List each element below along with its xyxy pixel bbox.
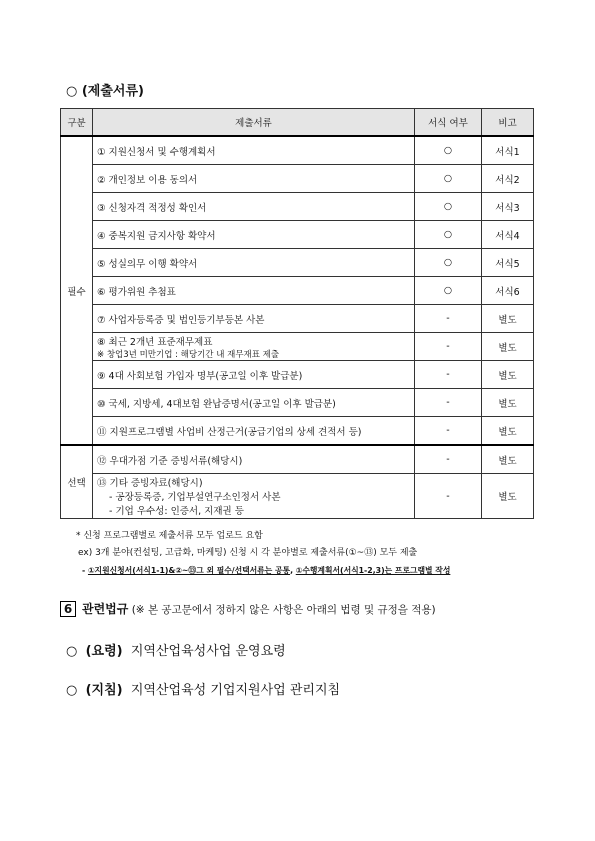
note-line-2: ex) 3개 분야(컨설팅, 고급화, 마케팅) 신청 시 각 분야별로 제출서류(①~⑬) 모두 제출 xyxy=(78,548,418,558)
submission-documents-table xyxy=(60,108,534,519)
note-program-docs: ①수행계획서(서식1-2,3)는 프로그램별 작성 xyxy=(295,566,451,575)
note-line-3-dash: - xyxy=(82,566,88,575)
document-cell: ① 지원신청서 및 수행계획서 xyxy=(93,136,415,165)
format-cell: - xyxy=(415,389,482,417)
table-row xyxy=(61,165,534,193)
note-line-3 xyxy=(72,562,450,579)
document-cell: ⑪ 지원프로그램별 사업비 산정근거(공급기업의 상세 견적서 등) xyxy=(93,417,415,446)
note-cell: 별도 xyxy=(482,389,534,417)
document-cell: ⑤ 성실의무 이행 확약서 xyxy=(93,249,415,277)
table-row xyxy=(61,474,534,519)
section-6-title: 관련법규 xyxy=(82,602,129,616)
format-cell: ○ xyxy=(415,249,482,277)
table-row xyxy=(61,136,534,165)
document-title: ⑬ 기타 증빙자료(해당시) xyxy=(97,478,203,489)
table-row xyxy=(61,305,534,333)
section-6-remark: (※ 본 공고문에서 정하지 않은 사항은 아래의 법령 및 규정을 적용) xyxy=(128,604,436,616)
format-cell: - xyxy=(415,333,482,361)
document-cell: ③ 신청자격 적정성 확인서 xyxy=(93,193,415,221)
law-item-text: 지역산업육성 기업지원사업 관리지침 xyxy=(130,683,341,698)
document-cell: ⑨ 4대 사회보험 가입자 명부(공고일 이후 발급분) xyxy=(93,361,415,389)
law-item-text: 지역산업육성사업 운영요령 xyxy=(130,644,286,659)
format-cell: - xyxy=(415,361,482,389)
table-row xyxy=(61,221,534,249)
note-common-docs: ①지원신청서(서식1-1)&②~⑬그 외 필수/선택서류는 공통 xyxy=(87,566,291,575)
document-subnote: ※ 창업3년 미만기업 : 해당기간 내 재무재표 제출 xyxy=(97,349,280,360)
section-6-heading xyxy=(60,600,436,617)
table-row xyxy=(61,277,534,305)
header-category: 구분 xyxy=(61,109,93,137)
note-cell: 서식4 xyxy=(482,221,534,249)
table-row xyxy=(61,249,534,277)
section-number-box: 6 xyxy=(60,601,76,617)
document-cell: ⑦ 사업자등록증 및 법인등기부등본 사본 xyxy=(93,305,415,333)
law-item xyxy=(66,679,340,698)
document-cell: ② 개인정보 이용 동의서 xyxy=(93,165,415,193)
format-cell: - xyxy=(415,474,482,519)
section-title: ○ (제출서류) xyxy=(66,84,144,99)
table-row xyxy=(61,389,534,417)
note-cell: 별도 xyxy=(482,417,534,446)
format-cell: ○ xyxy=(415,277,482,305)
document-subline: - 기업 우수성: 인증서, 지재권 등 xyxy=(109,506,244,517)
note-cell: 서식2 xyxy=(482,165,534,193)
note-cell: 서식3 xyxy=(482,193,534,221)
submission-notes xyxy=(72,528,450,579)
table-row xyxy=(61,445,534,474)
category-optional: 선택 xyxy=(61,445,93,519)
header-format: 서식 여부 xyxy=(415,109,482,137)
note-separator: , xyxy=(290,566,296,575)
document-cell: ④ 중복지원 금지사항 확약서 xyxy=(93,221,415,249)
format-cell: ○ xyxy=(415,165,482,193)
note-cell: 별도 xyxy=(482,333,534,361)
document-cell: ⑩ 국세, 지방세, 4대보험 완납증명서(공고일 이후 발급분) xyxy=(93,389,415,417)
table-row xyxy=(61,417,534,446)
table-row xyxy=(61,193,534,221)
document-subline: - 공장등록증, 기업부설연구소인정서 사본 xyxy=(109,492,281,503)
law-item-label: (요령) xyxy=(85,644,123,659)
document-cell xyxy=(93,333,415,361)
note-cell: 서식1 xyxy=(482,136,534,165)
note-line-1: * 신청 프로그램별로 제출서류 모두 업로드 요함 xyxy=(76,531,263,541)
law-item-label: (지침) xyxy=(85,683,123,698)
category-required: 필수 xyxy=(61,136,93,445)
format-cell: - xyxy=(415,417,482,446)
format-cell: - xyxy=(415,305,482,333)
format-cell: ○ xyxy=(415,221,482,249)
note-cell: 별도 xyxy=(482,361,534,389)
document-cell: ⑥ 평가위원 추첨표 xyxy=(93,277,415,305)
document-title: ⑧ 최근 2개년 표준재무제표 xyxy=(97,336,213,348)
note-cell: 별도 xyxy=(482,445,534,474)
note-cell: 서식6 xyxy=(482,277,534,305)
format-cell: - xyxy=(415,445,482,474)
bullet-circle: ○ xyxy=(66,644,78,659)
note-cell: 서식5 xyxy=(482,249,534,277)
table-row xyxy=(61,361,534,389)
note-cell: 별도 xyxy=(482,305,534,333)
format-cell: ○ xyxy=(415,193,482,221)
document-cell: ⑫ 우대가점 기준 증빙서류(해당시) xyxy=(93,445,415,474)
bullet-circle: ○ xyxy=(66,683,78,698)
format-cell: ○ xyxy=(415,136,482,165)
table-header-row xyxy=(61,109,534,137)
header-document: 제출서류 xyxy=(93,109,415,137)
law-item xyxy=(66,640,286,659)
header-note: 비고 xyxy=(482,109,534,137)
document-cell xyxy=(93,474,415,519)
table-row xyxy=(61,333,534,361)
note-cell: 별도 xyxy=(482,474,534,519)
